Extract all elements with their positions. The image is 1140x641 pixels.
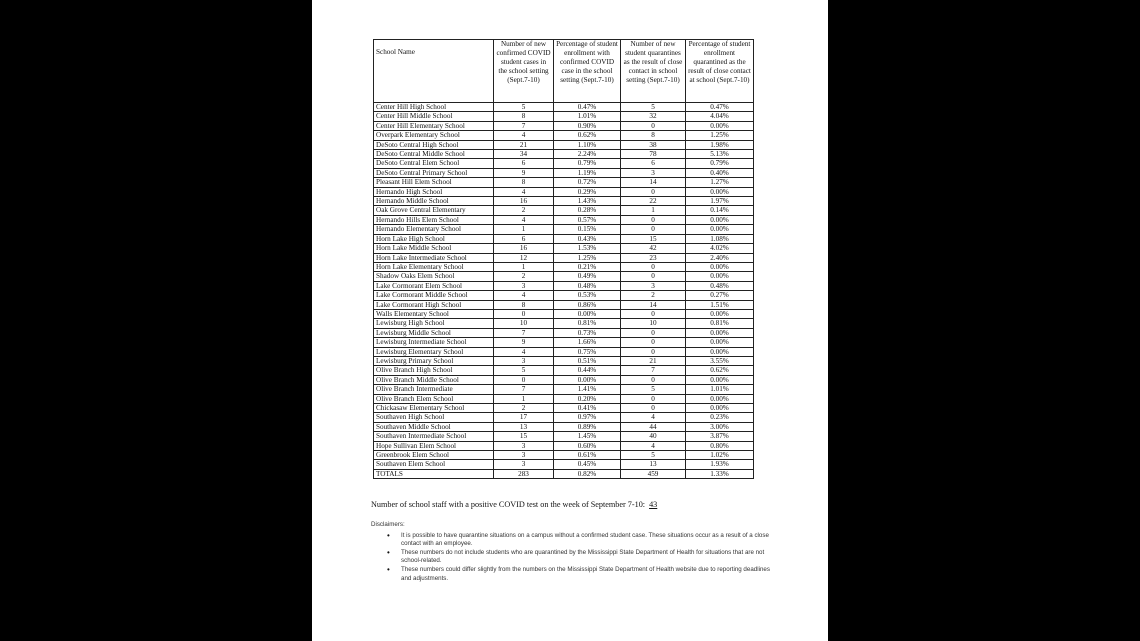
case-percentage-cell: 0.82% [554,469,621,478]
case-percentage-cell: 0.20% [554,394,621,403]
document-page [312,0,828,641]
case-percentage-cell: 0.79% [554,159,621,168]
table-row [374,140,754,149]
quarantine-percentage-cell: 0.00% [686,328,754,337]
new-quarantines-cell: 40 [621,432,686,441]
quarantine-percentage-cell: 3.55% [686,356,754,365]
staff-positive-count [371,500,657,509]
new-cases-cell: 1 [494,262,554,271]
table-row [374,262,754,271]
staff-count-value: 43 [649,500,658,509]
new-cases-cell: 16 [494,197,554,206]
table-row [374,394,754,403]
school-name-cell: Lewisburg Primary School [374,356,494,365]
new-cases-cell: 1 [494,225,554,234]
case-percentage-cell: 0.86% [554,300,621,309]
quarantine-percentage-cell: 3.87% [686,432,754,441]
case-percentage-cell: 0.45% [554,460,621,469]
school-name-cell: Center Hill Elementary School [374,121,494,130]
case-percentage-cell: 0.00% [554,375,621,384]
new-quarantines-cell: 10 [621,319,686,328]
case-percentage-cell: 1.43% [554,197,621,206]
table-row [374,404,754,413]
school-name-cell: Lewisburg Elementary School [374,347,494,356]
new-quarantines-cell: 42 [621,244,686,253]
quarantine-percentage-cell: 1.98% [686,140,754,149]
header-new-cases: Number of new confirmed COVID student cases in the school setting (Sept.7-10) [494,40,554,103]
new-quarantines-cell: 14 [621,300,686,309]
new-quarantines-cell: 2 [621,291,686,300]
case-percentage-cell: 0.51% [554,356,621,365]
table-row [374,347,754,356]
table-row [374,309,754,318]
table-row [374,281,754,290]
header-new-quarantines: Number of new student quarantines as the result of close contact in school setting (Sept.7-10) [621,40,686,103]
school-name-cell: Shadow Oaks Elem School [374,272,494,281]
table-row [374,131,754,140]
table-row [374,272,754,281]
case-percentage-cell: 0.29% [554,187,621,196]
table-row [374,215,754,224]
school-name-cell: DeSoto Central Elem School [374,159,494,168]
school-name-cell: Lake Cormorant Elem School [374,281,494,290]
disclaimers-list [371,532,781,584]
table-row [374,375,754,384]
quarantine-percentage-cell: 0.00% [686,215,754,224]
new-cases-cell: 7 [494,385,554,394]
header-case-percentage: Percentage of student enrollment with confirmed COVID case in the school setting (Sept.7-10) [554,40,621,103]
new-quarantines-cell: 44 [621,422,686,431]
new-quarantines-cell: 7 [621,366,686,375]
school-name-cell: Lewisburg High School [374,319,494,328]
new-quarantines-cell: 1 [621,206,686,215]
new-cases-cell: 3 [494,356,554,365]
quarantine-percentage-cell: 5.13% [686,150,754,159]
school-name-cell: Lake Cormorant High School [374,300,494,309]
new-quarantines-cell: 0 [621,375,686,384]
quarantine-percentage-cell: 0.14% [686,206,754,215]
case-percentage-cell: 1.66% [554,338,621,347]
new-quarantines-cell: 0 [621,338,686,347]
quarantine-percentage-cell: 4.02% [686,244,754,253]
school-name-cell: DeSoto Central Middle School [374,150,494,159]
quarantine-percentage-cell: 0.00% [686,309,754,318]
new-quarantines-cell: 0 [621,262,686,271]
new-cases-cell: 0 [494,309,554,318]
new-cases-cell: 7 [494,328,554,337]
new-quarantines-cell: 0 [621,272,686,281]
table-row [374,413,754,422]
quarantine-percentage-cell: 1.02% [686,451,754,460]
new-cases-cell: 4 [494,347,554,356]
school-name-cell: Center Hill Middle School [374,112,494,121]
school-name-cell: Chickasaw Elementary School [374,404,494,413]
table-row [374,338,754,347]
new-cases-cell: 17 [494,413,554,422]
disclaimer-item: • It is possible to have quarantine situations on a campus without a confirmed student case. These situations occur as a result of a close contact with an employee. [401,532,781,549]
school-name-cell: Horn Lake Elementary School [374,262,494,271]
school-name-cell: Hernando Hills Elem School [374,215,494,224]
new-cases-cell: 34 [494,150,554,159]
new-quarantines-cell: 459 [621,469,686,478]
school-name-cell: Pleasant Hill Elem School [374,178,494,187]
new-cases-cell: 8 [494,178,554,187]
new-cases-cell: 8 [494,112,554,121]
quarantine-percentage-cell: 4.04% [686,112,754,121]
case-percentage-cell: 0.90% [554,121,621,130]
case-percentage-cell: 0.62% [554,131,621,140]
table-row [374,178,754,187]
case-percentage-cell: 0.81% [554,319,621,328]
table-row [374,159,754,168]
new-cases-cell: 5 [494,103,554,112]
case-percentage-cell: 0.97% [554,413,621,422]
case-percentage-cell: 0.60% [554,441,621,450]
table-row [374,291,754,300]
quarantine-percentage-cell: 0.00% [686,394,754,403]
new-cases-cell: 10 [494,319,554,328]
header-school-name: School Name [374,40,494,103]
school-name-cell: Horn Lake Intermediate School [374,253,494,262]
new-quarantines-cell: 8 [621,131,686,140]
new-quarantines-cell: 22 [621,197,686,206]
quarantine-percentage-cell: 0.81% [686,319,754,328]
case-percentage-cell: 0.75% [554,347,621,356]
school-name-cell: Southaven Intermediate School [374,432,494,441]
quarantine-percentage-cell: 2.40% [686,253,754,262]
case-percentage-cell: 0.53% [554,291,621,300]
new-cases-cell: 2 [494,206,554,215]
quarantine-percentage-cell: 1.51% [686,300,754,309]
school-name-cell: Southaven Elem School [374,460,494,469]
disclaimers-heading: Disclaimers: [371,521,405,528]
table-row [374,225,754,234]
school-name-cell: Olive Branch Intermediate [374,385,494,394]
case-percentage-cell: 1.10% [554,140,621,149]
table-row [374,356,754,365]
new-cases-cell: 2 [494,272,554,281]
school-name-cell: DeSoto Central Primary School [374,168,494,177]
new-quarantines-cell: 38 [621,140,686,149]
school-name-cell: Lake Cormorant Middle School [374,291,494,300]
new-quarantines-cell: 4 [621,441,686,450]
new-quarantines-cell: 4 [621,413,686,422]
new-quarantines-cell: 0 [621,309,686,318]
new-quarantines-cell: 15 [621,234,686,243]
school-name-cell: Olive Branch Middle School [374,375,494,384]
new-cases-cell: 4 [494,215,554,224]
school-name-cell: Southaven High School [374,413,494,422]
table-row [374,187,754,196]
school-name-cell: Olive Branch Elem School [374,394,494,403]
new-cases-cell: 2 [494,404,554,413]
case-percentage-cell: 0.48% [554,281,621,290]
school-name-cell: Hernando Middle School [374,197,494,206]
table-body [374,103,754,479]
new-cases-cell: 9 [494,168,554,177]
new-quarantines-cell: 0 [621,394,686,403]
new-quarantines-cell: 14 [621,178,686,187]
new-cases-cell: 15 [494,432,554,441]
school-name-cell: Hope Sullivan Elem School [374,441,494,450]
quarantine-percentage-cell: 0.23% [686,413,754,422]
case-percentage-cell: 1.25% [554,253,621,262]
new-cases-cell: 8 [494,300,554,309]
school-name-cell: Walls Elementary School [374,309,494,318]
new-cases-cell: 3 [494,460,554,469]
new-cases-cell: 4 [494,291,554,300]
new-cases-cell: 16 [494,244,554,253]
new-quarantines-cell: 78 [621,150,686,159]
case-percentage-cell: 2.24% [554,150,621,159]
new-cases-cell: 3 [494,281,554,290]
table-row [374,234,754,243]
quarantine-percentage-cell: 0.80% [686,441,754,450]
new-cases-cell: 9 [494,338,554,347]
case-percentage-cell: 1.53% [554,244,621,253]
new-quarantines-cell: 0 [621,328,686,337]
new-quarantines-cell: 3 [621,281,686,290]
case-percentage-cell: 0.61% [554,451,621,460]
covid-cases-table [373,39,754,479]
case-percentage-cell: 0.21% [554,262,621,271]
new-cases-cell: 6 [494,159,554,168]
quarantine-percentage-cell: 1.27% [686,178,754,187]
case-percentage-cell: 0.44% [554,366,621,375]
new-quarantines-cell: 0 [621,347,686,356]
table-row [374,206,754,215]
table-row [374,422,754,431]
quarantine-percentage-cell: 3.00% [686,422,754,431]
new-cases-cell: 5 [494,366,554,375]
table-row [374,319,754,328]
table-row [374,451,754,460]
table-row [374,300,754,309]
case-percentage-cell: 0.49% [554,272,621,281]
table-row [374,432,754,441]
case-percentage-cell: 0.47% [554,103,621,112]
table-row [374,441,754,450]
case-percentage-cell: 0.57% [554,215,621,224]
quarantine-percentage-cell: 0.00% [686,272,754,281]
school-name-cell: TOTALS [374,469,494,478]
header-quarantine-percentage: Percentage of student enrollment quarantined as the result of close contact at school (Sept.7-10) [686,40,754,103]
new-quarantines-cell: 0 [621,215,686,224]
case-percentage-cell: 0.28% [554,206,621,215]
table-row [374,112,754,121]
quarantine-percentage-cell: 0.47% [686,103,754,112]
case-percentage-cell: 0.43% [554,234,621,243]
new-quarantines-cell: 0 [621,404,686,413]
quarantine-percentage-cell: 0.40% [686,168,754,177]
quarantine-percentage-cell: 0.00% [686,338,754,347]
new-cases-cell: 283 [494,469,554,478]
quarantine-percentage-cell: 0.48% [686,281,754,290]
quarantine-percentage-cell: 1.33% [686,469,754,478]
quarantine-percentage-cell: 1.93% [686,460,754,469]
new-quarantines-cell: 5 [621,451,686,460]
case-percentage-cell: 0.89% [554,422,621,431]
school-name-cell: DeSoto Central High School [374,140,494,149]
disclaimer-item: • These numbers do not include students who are quarantined by the Mississippi State Department of Health for situations that are not school-related. [401,549,781,566]
school-name-cell: Oak Grove Central Elementary [374,206,494,215]
quarantine-percentage-cell: 0.00% [686,225,754,234]
case-percentage-cell: 1.41% [554,385,621,394]
table-row [374,253,754,262]
new-cases-cell: 1 [494,394,554,403]
table-row [374,244,754,253]
quarantine-percentage-cell: 1.01% [686,385,754,394]
table-row [374,385,754,394]
new-cases-cell: 21 [494,140,554,149]
table-row [374,197,754,206]
case-percentage-cell: 1.19% [554,168,621,177]
new-cases-cell: 3 [494,451,554,460]
totals-row [374,469,754,478]
quarantine-percentage-cell: 1.97% [686,197,754,206]
new-cases-cell: 12 [494,253,554,262]
new-quarantines-cell: 0 [621,225,686,234]
quarantine-percentage-cell: 0.27% [686,291,754,300]
staff-count-label: Number of school staff with a positive COVID test on the week of September 7-10: [371,500,646,509]
quarantine-percentage-cell: 0.00% [686,347,754,356]
school-name-cell: Hernando High School [374,187,494,196]
table-row [374,121,754,130]
new-quarantines-cell: 6 [621,159,686,168]
case-percentage-cell: 1.01% [554,112,621,121]
table-row [374,168,754,177]
new-cases-cell: 4 [494,131,554,140]
table-header-row [374,40,754,103]
school-name-cell: Lewisburg Middle School [374,328,494,337]
school-name-cell: Olive Branch High School [374,366,494,375]
school-name-cell: Greenbrook Elem School [374,451,494,460]
new-cases-cell: 0 [494,375,554,384]
quarantine-percentage-cell: 0.00% [686,262,754,271]
table-row [374,366,754,375]
school-name-cell: Lewisburg Intermediate School [374,338,494,347]
new-quarantines-cell: 5 [621,103,686,112]
quarantine-percentage-cell: 0.62% [686,366,754,375]
table-row [374,150,754,159]
new-cases-cell: 6 [494,234,554,243]
school-name-cell: Center Hill High School [374,103,494,112]
case-percentage-cell: 0.41% [554,404,621,413]
school-name-cell: Horn Lake High School [374,234,494,243]
table-row [374,328,754,337]
new-cases-cell: 7 [494,121,554,130]
case-percentage-cell: 0.00% [554,309,621,318]
case-percentage-cell: 0.72% [554,178,621,187]
disclaimers-section [371,521,781,583]
quarantine-percentage-cell: 1.25% [686,131,754,140]
quarantine-percentage-cell: 1.08% [686,234,754,243]
new-quarantines-cell: 23 [621,253,686,262]
quarantine-percentage-cell: 0.79% [686,159,754,168]
new-cases-cell: 3 [494,441,554,450]
new-quarantines-cell: 0 [621,121,686,130]
new-quarantines-cell: 13 [621,460,686,469]
new-quarantines-cell: 32 [621,112,686,121]
school-name-cell: Horn Lake Middle School [374,244,494,253]
new-quarantines-cell: 5 [621,385,686,394]
school-name-cell: Overpark Elementary School [374,131,494,140]
new-quarantines-cell: 0 [621,187,686,196]
table-row [374,460,754,469]
new-cases-cell: 4 [494,187,554,196]
disclaimer-item: • These numbers could differ slightly from the numbers on the Mississippi State Department of Health website due to reporting deadlines and adjustments. [401,566,781,583]
quarantine-percentage-cell: 0.00% [686,375,754,384]
quarantine-percentage-cell: 0.00% [686,121,754,130]
case-percentage-cell: 1.45% [554,432,621,441]
new-cases-cell: 13 [494,422,554,431]
school-name-cell: Hernando Elementary School [374,225,494,234]
quarantine-percentage-cell: 0.00% [686,404,754,413]
new-quarantines-cell: 21 [621,356,686,365]
table-row [374,103,754,112]
case-percentage-cell: 0.15% [554,225,621,234]
case-percentage-cell: 0.73% [554,328,621,337]
new-quarantines-cell: 3 [621,168,686,177]
school-name-cell: Southaven Middle School [374,422,494,431]
quarantine-percentage-cell: 0.00% [686,187,754,196]
